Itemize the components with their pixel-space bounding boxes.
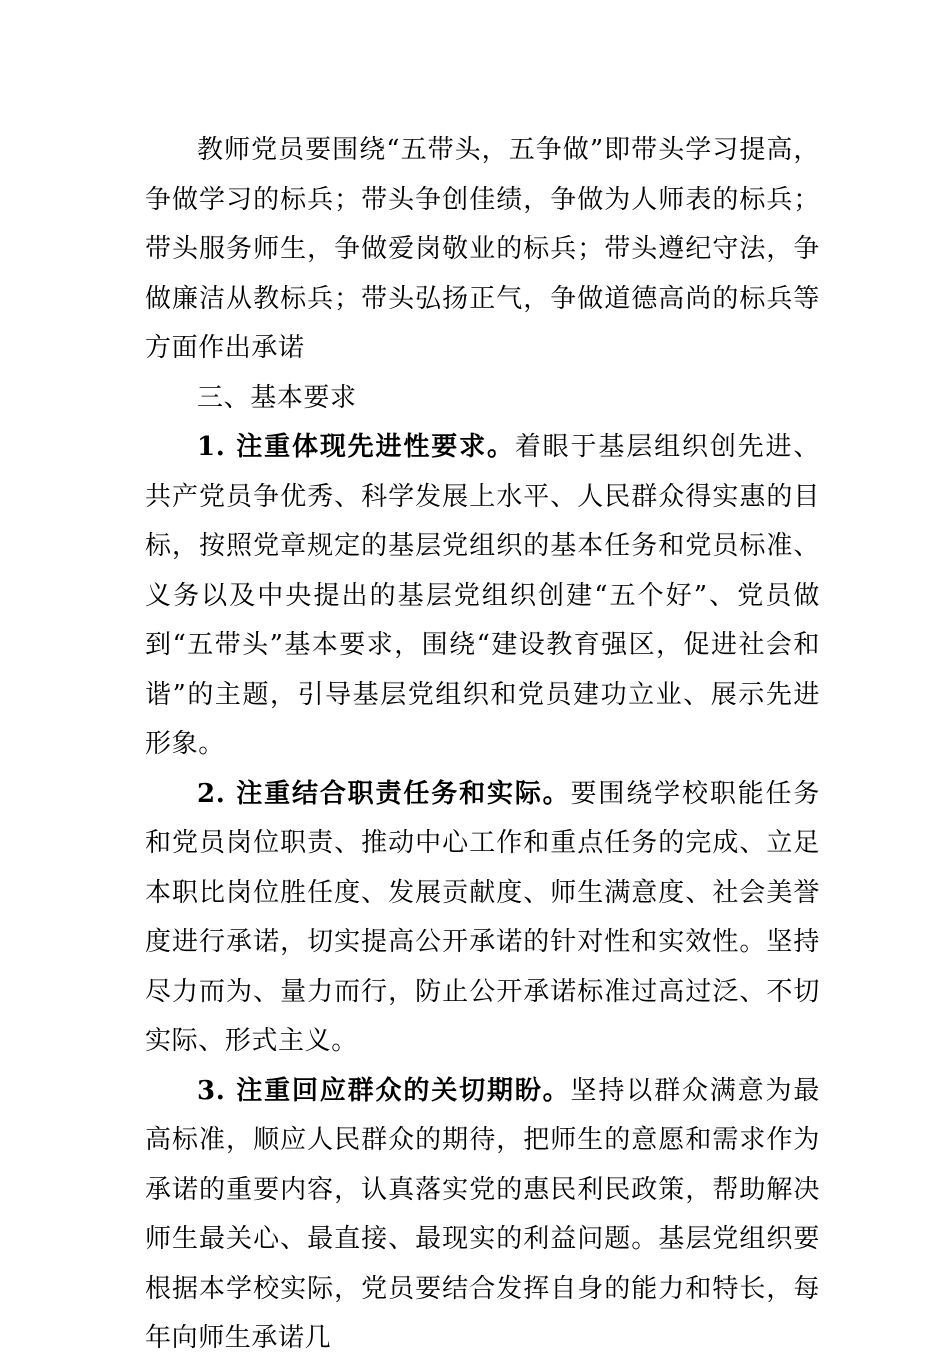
document-body	[145, 126, 820, 1364]
section-heading: 三、基本要求	[197, 382, 357, 413]
paragraph-five-lead: 教师党员要围绕“五带头，五争做”即带头学习提高，争做学习的标兵；带头争创佳绩，争做为人师表的标兵；带头服务师生，争做爱岗敬业的标兵；带头遵纪守法，争做廉洁从教标兵；带头弘扬正气，争做道德高尚的标兵等方面作出承诺	[145, 135, 820, 363]
requirement-item-2-lead: 2. 注重结合职责任务和实际。	[197, 778, 571, 809]
requirement-item-2	[145, 770, 820, 1067]
requirement-item-1-lead: 1. 注重体现先进性要求。	[197, 432, 515, 462]
requirement-item-2-body: 要围绕学校职能任务和党员岗位职责、推动中心工作和重点任务的完成、立足本职比岗位胜任度、发展贡献度、师生满意度、社会美誉度进行承诺，切实提高公开承诺的针对性和实效性。坚持尽力而为、量力而行，防止公开承诺标准过高过泛、不切实际、形式主义。	[145, 778, 821, 1056]
requirement-item-1	[145, 423, 820, 770]
requirement-item-3	[145, 1067, 820, 1364]
requirement-item-3-lead: 3. 注重回应群众的关切期盼。	[197, 1075, 571, 1106]
requirement-item-3-body: 坚持以群众满意为最高标准，顺应人民群众的期待，把师生的意愿和需求作为承诺的重要内容，认真落实党的惠民利民政策，帮助解决师生最关心、最直接、最现实的利益问题。基层党组织要根据本学校实际，党员要结合发挥自身的能力和特长，每年向师生承诺几	[145, 1075, 821, 1353]
requirement-item-1-body: 着眼于基层组织创先进、共产党员争优秀、科学发展上水平、人民群众得实惠的目标，按照党章规定的基层党组织的基本任务和党员标准、义务以及中央提出的基层党组织创建“五个好”、党员做到“五带头”基本要求，围绕“建设教育强区，促进社会和谐”的主题，引导基层党组织和党员建功立业、展示先进形象。	[145, 432, 820, 759]
